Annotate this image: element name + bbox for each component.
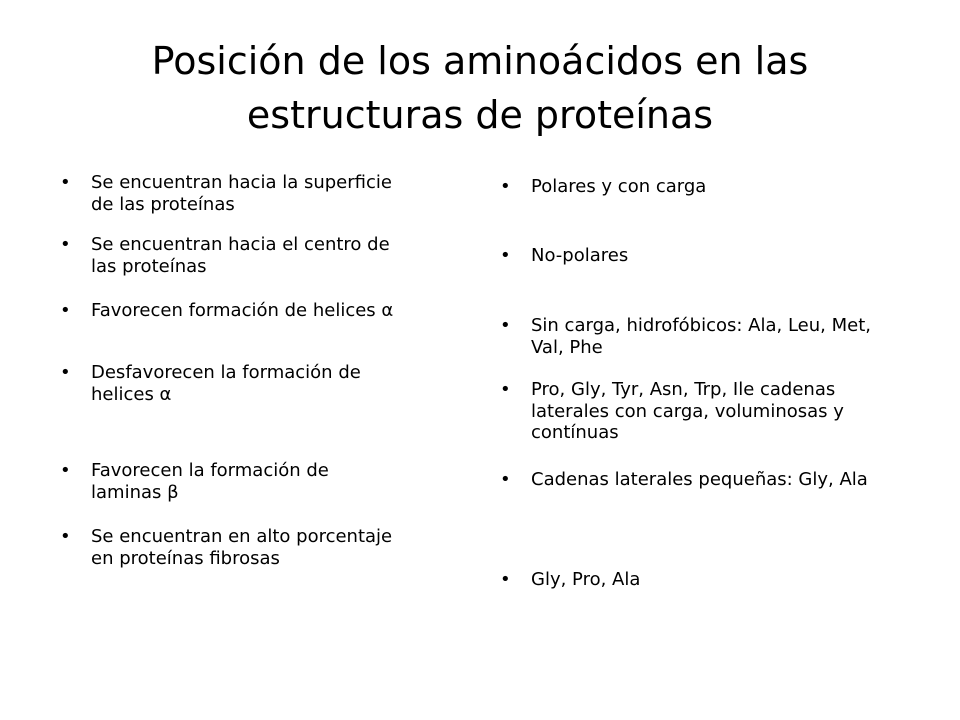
right-bullet-item	[500, 245, 890, 267]
bullet-marker: •	[60, 234, 71, 255]
bullet-text: Se encuentran en alto porcentaje en proteínas fibrosas	[91, 526, 393, 569]
bullet-marker: •	[60, 526, 71, 547]
left-bullet-item	[60, 300, 400, 322]
bullet-text: Se encuentran hacia la superficie de las proteínas	[91, 172, 392, 215]
bullet-text: Pro, Gly, Tyr, Asn, Trp, Ile cadenas laterales con carga, voluminosas y contínuas	[531, 379, 844, 443]
left-bullet-item	[60, 526, 400, 569]
slide-title: Posición de los aminoácidos en las estructuras de proteínas	[151, 39, 809, 137]
bullet-text: Favorecen formación de helices α	[91, 300, 394, 321]
left-bullet-item	[60, 172, 400, 215]
bullet-marker: •	[500, 469, 511, 490]
right-bullet-item	[500, 379, 890, 444]
left-bullet-item	[60, 234, 400, 277]
bullet-marker: •	[60, 300, 71, 321]
bullet-text: Gly, Pro, Ala	[531, 569, 641, 590]
bullet-text: Polares y con carga	[531, 176, 707, 197]
bullet-marker: •	[500, 315, 511, 336]
right-bullet-item	[500, 315, 890, 358]
bullet-text: No-polares	[531, 245, 629, 266]
bullet-marker: •	[60, 460, 71, 481]
bullet-text: Favorecen la formación de laminas β	[91, 460, 329, 503]
bullet-text: Desfavorecen la formación de helices α	[91, 362, 361, 405]
bullet-text: Se encuentran hacia el centro de las proteínas	[91, 234, 390, 277]
bullet-text: Cadenas laterales pequeñas: Gly, Ala	[531, 469, 868, 490]
bullet-marker: •	[60, 172, 71, 193]
bullet-text: Sin carga, hidrofóbicos: Ala, Leu, Met, Val, Phe	[531, 315, 871, 358]
right-bullet-item	[500, 469, 890, 491]
left-bullet-item	[60, 460, 400, 503]
bullet-marker: •	[500, 569, 511, 590]
right-bullet-item	[500, 176, 890, 198]
right-bullet-item	[500, 569, 890, 591]
bullet-marker: •	[500, 245, 511, 266]
left-bullet-item	[60, 362, 400, 405]
bullet-marker: •	[500, 176, 511, 197]
bullet-marker: •	[60, 362, 71, 383]
bullet-marker: •	[500, 379, 511, 400]
